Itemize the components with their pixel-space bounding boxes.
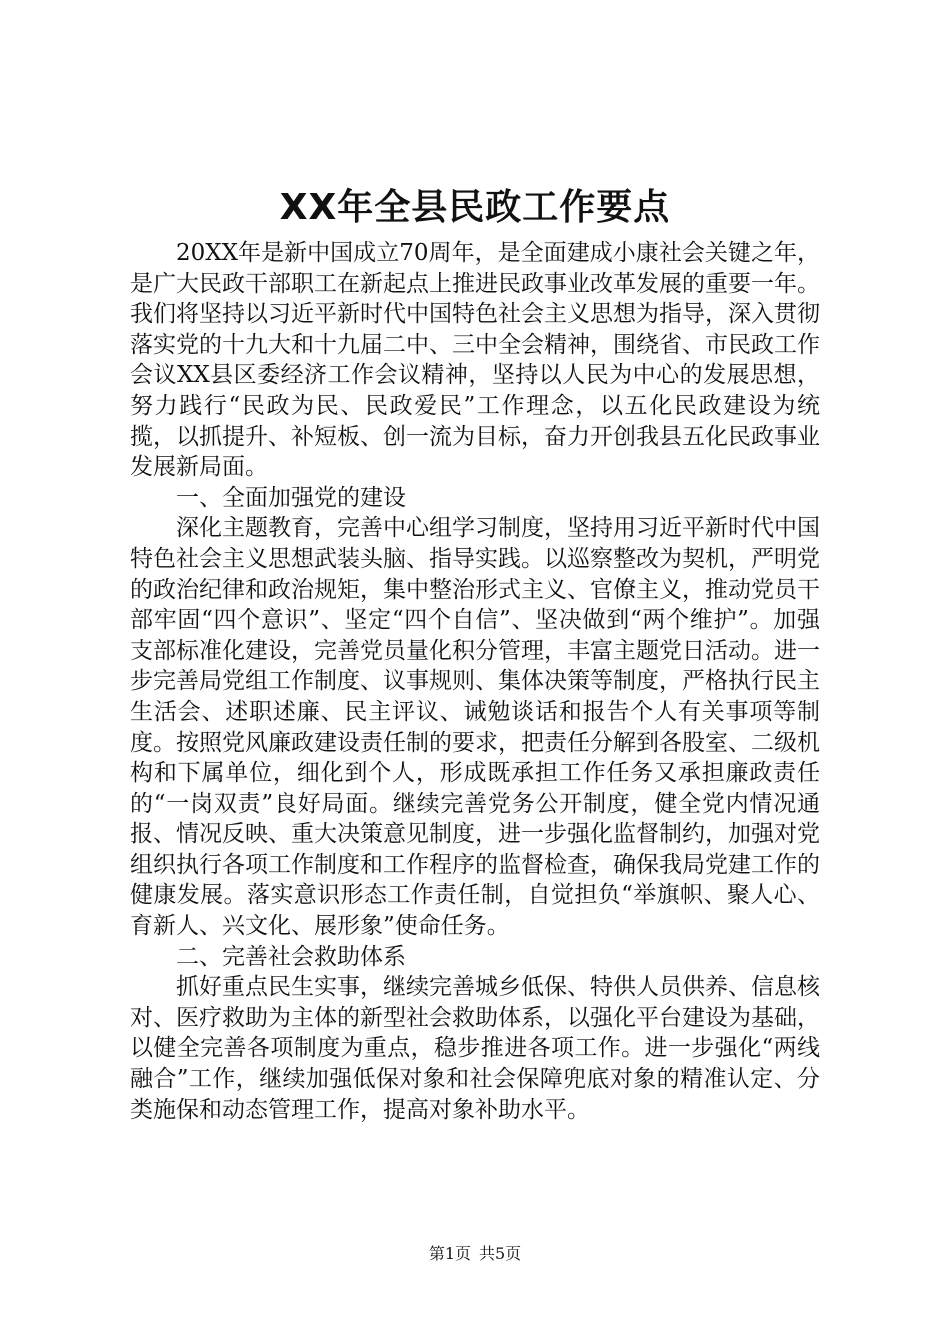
section-heading-social-assistance: 二、完善社会救助体系 <box>176 943 406 970</box>
party-building-paragraph: 深化主题教育，完善中心组学习制度，坚持用习近平新时代中国特色社会主义思想武装头脑、指导实践。以巡察整改为契机，严明党的政治纪律和政治规矩，集中整治形式主义、官僚主义，推动党员干部牢固“四个意识”、坚定“四个自信”、坚决做到“两个维护”。加强支部标准化建设，完善党员量化积分管理，丰富主题党日活动。进一步完善局党组工作制度、议事规则、集体决策等制度，严格执行民主生活会、述职述廉、民主评议、诫勉谈话和报告个人有关事项等制度。按照党风廉政建设责任制的要求，把责任分解到各股室、二级机构和下属单位，细化到个人，形成既承担工作任务又承担廉政责任的“一岗双责”良好局面。继续完善党务公开制度，健全党内情况通报、情况反映、重大决策意见制度，进一步强化监督制约，加强对党组织执行各项工作制度和工作程序的监督检查，确保我局党建工作的健康发展。落实意识形态工作责任制，自觉担负“举旗帜、聚人心、育新人、兴文化、展形象”使命任务。 <box>130 515 820 940</box>
social-assistance-paragraph: 抓好重点民生实事，继续完善城乡低保、特供人员供养、信息核对、医疗救助为主体的新型社会救助体系，以强化平台建设为基础，以健全完善各项制度为重点，稳步推进各项工作。进一步强化“两线融合”工作，继续加强低保对象和社会保障兜底对象的精准认定、分类施保和动态管理工作，提高对象补助水平。 <box>130 974 820 1123</box>
document-title: XX年全县民政工作要点 <box>279 187 671 228</box>
page-footer <box>0 1244 950 1264</box>
document-body <box>130 238 820 1125</box>
page-total: 共5页 <box>479 1244 522 1263</box>
page-number: 第1页 <box>428 1244 471 1263</box>
section-heading-party-building: 一、全面加强党的建设 <box>176 484 406 511</box>
intro-paragraph: 20XX年是新中国成立70周年，是全面建成小康社会关键之年，是广大民政干部职工在新起点上推进民政事业改革发展的重要一年。我们将坚持以习近平新时代中国特色社会主义思想为指导，深入贯彻落实党的十九大和十九届二中、三中全会精神，围绕省、市民政工作会议XX县区委经济工作会议精神，坚持以人民为中心的发展思想，努力践行“民政为民、民政爱民”工作理念，以五化民政建设为统揽，以抓提升、补短板、创一流为目标，奋力开创我县五化民政事业发展新局面。 <box>130 240 820 481</box>
